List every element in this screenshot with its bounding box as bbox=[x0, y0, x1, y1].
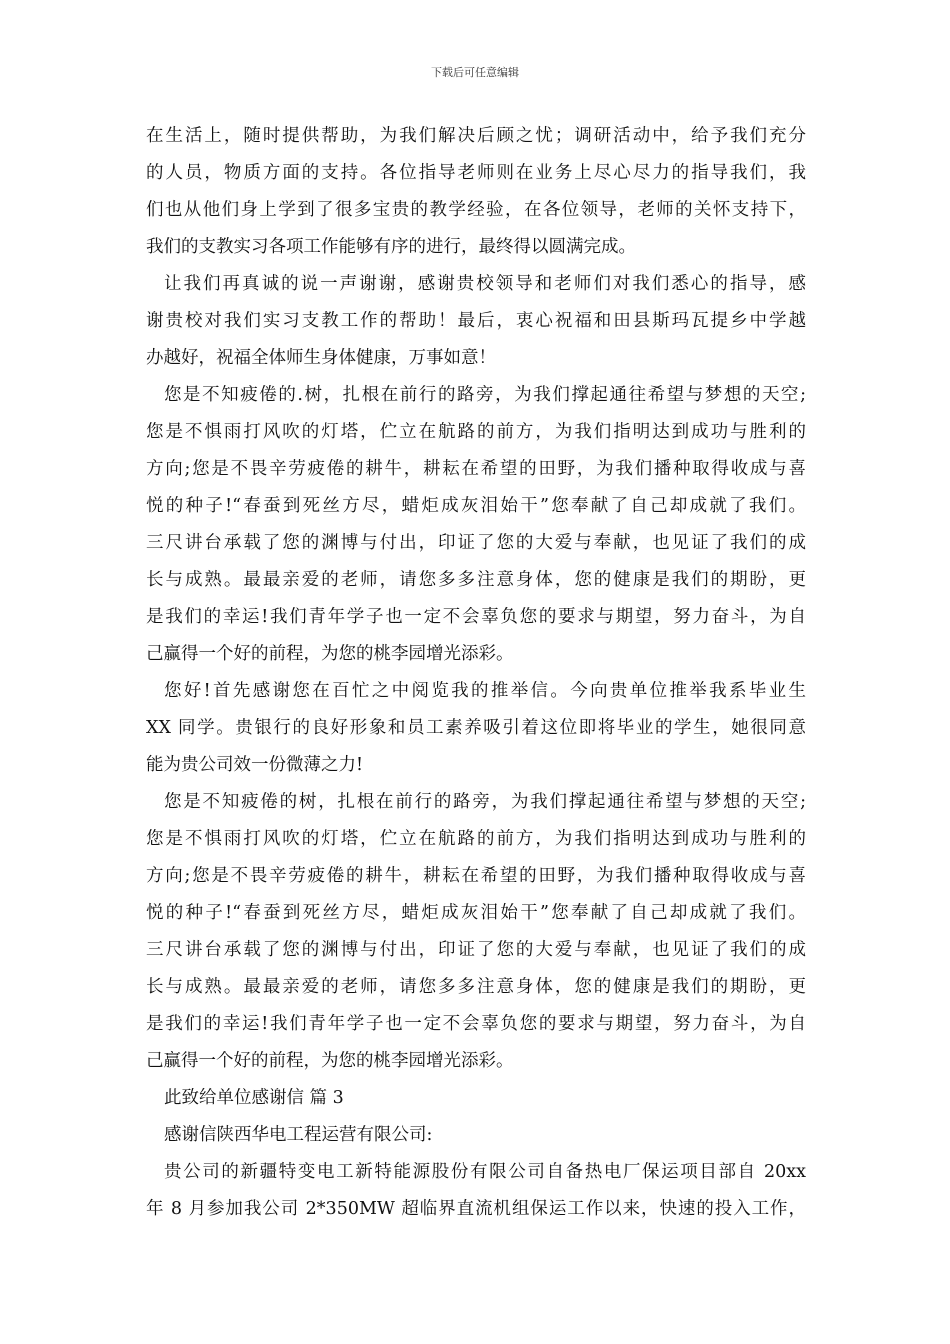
text-line: 此致给单位感谢信 篇 3 bbox=[164, 1088, 344, 1108]
text-line: 方向;您是不畏辛劳疲倦的耕牛，耕耘在希望的田野，为我们播种取得收成与喜 bbox=[146, 866, 806, 886]
text-line: 是我们的幸运!我们青年学子也一定不会辜负您的要求与期望，努力奋斗，为自 bbox=[146, 1014, 806, 1034]
text-line: 您是不知疲倦的树，扎根在前行的路旁，为我们撑起通往希望与梦想的天空; bbox=[164, 792, 806, 812]
text-line: 您好!首先感谢您在百忙之中阅览我的推举信。今向贵单位推举我系毕业生 bbox=[164, 681, 806, 701]
text-line: 能为贵公司效一份微薄之力! bbox=[146, 755, 364, 775]
text-line: 您是不惧雨打风吹的灯塔，伫立在航路的前方，为我们指明达到成功与胜利的 bbox=[146, 422, 806, 442]
text-line: 在生活上，随时提供帮助，为我们解决后顾之忧；调研活动中，给予我们充分 bbox=[146, 126, 806, 146]
text-line: 三尺讲台承载了您的渊博与付出，印证了您的大爱与奉献，也见证了我们的成 bbox=[146, 940, 806, 960]
text-line: 们也从他们身上学到了很多宝贵的教学经验，在各位领导，老师的关怀支持下， bbox=[146, 200, 806, 220]
text-line: 让我们再真诚的说一声谢谢，感谢贵校领导和老师们对我们悉心的指导，感 bbox=[164, 274, 806, 294]
text-line: 年 8 月参加我公司 2*350MW 超临界直流机组保运工作以来，快速的投入工作， bbox=[146, 1199, 806, 1219]
text-line: 是我们的幸运!我们青年学子也一定不会辜负您的要求与期望，努力奋斗，为自 bbox=[146, 607, 806, 627]
text-line: 长与成熟。最最亲爱的老师，请您多多注意身体，您的健康是我们的期盼，更 bbox=[146, 977, 806, 997]
text-line: 己赢得一个好的前程，为您的桃李园增光添彩。 bbox=[146, 1051, 514, 1071]
text-line: 己赢得一个好的前程，为您的桃李园增光添彩。 bbox=[146, 644, 514, 664]
text-line: 方向;您是不畏辛劳疲倦的耕牛，耕耘在希望的田野，为我们播种取得收成与喜 bbox=[146, 459, 806, 479]
document-body bbox=[146, 118, 806, 1228]
text-line: 您是不惧雨打风吹的灯塔，伫立在航路的前方，为我们指明达到成功与胜利的 bbox=[146, 829, 806, 849]
text-line: 我们的支教实习各项工作能够有序的进行，最终得以圆满完成。 bbox=[146, 237, 636, 257]
page-header: 下载后可任意编辑 bbox=[431, 66, 519, 79]
text-line: 谢贵校对我们实习支教工作的帮助！最后，衷心祝福和田县斯玛瓦提乡中学越 bbox=[146, 311, 806, 331]
text-line: 贵公司的新疆特变电工新特能源股份有限公司自备热电厂保运项目部自 20xx bbox=[164, 1162, 806, 1182]
text-line: 的人员，物质方面的支持。各位指导老师则在业务上尽心尽力的指导我们，我 bbox=[146, 163, 806, 183]
text-line: 感谢信陕西华电工程运营有限公司: bbox=[164, 1125, 433, 1145]
text-line: 长与成熟。最最亲爱的老师，请您多多注意身体，您的健康是我们的期盼，更 bbox=[146, 570, 806, 590]
text-line: 悦的种子!“春蚕到死丝方尽，蜡炬成灰泪始干”您奉献了自己却成就了我们。 bbox=[146, 903, 806, 923]
text-line: XX 同学。贵银行的良好形象和员工素养吸引着这位即将毕业的学生，她很同意 bbox=[146, 718, 806, 738]
text-line: 三尺讲台承载了您的渊博与付出，印证了您的大爱与奉献，也见证了我们的成 bbox=[146, 533, 806, 553]
text-line: 悦的种子!“春蚕到死丝方尽，蜡炬成灰泪始干”您奉献了自己却成就了我们。 bbox=[146, 496, 806, 516]
text-line: 办越好，祝福全体师生身体健康，万事如意！ bbox=[146, 348, 496, 368]
text-line: 您是不知疲倦的.树，扎根在前行的路旁，为我们撑起通往希望与梦想的天空; bbox=[164, 385, 806, 405]
